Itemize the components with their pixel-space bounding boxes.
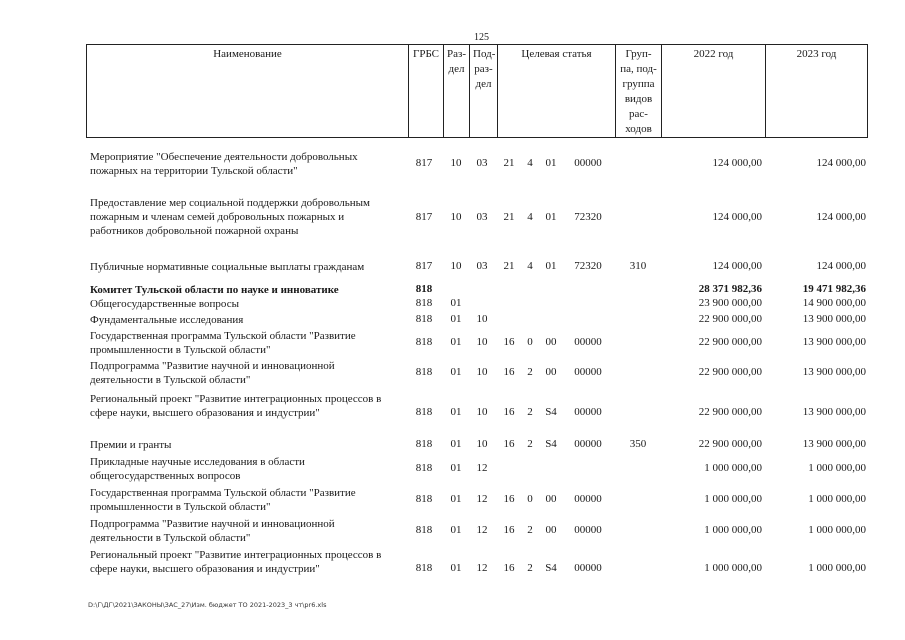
- header-grbs: ГРБС: [409, 45, 444, 137]
- row-grbs: 818: [415, 366, 433, 378]
- row-grbs: 818: [415, 462, 433, 474]
- row-name: Государственная программа Тульской области "Развитие промышленности в Тульской области": [90, 330, 356, 356]
- row-t3: 00: [545, 366, 557, 378]
- row-t1: 16: [503, 438, 515, 450]
- table-row: [86, 313, 868, 327]
- row-t4: 72320: [574, 260, 602, 272]
- row-grbs: 818: [415, 493, 433, 505]
- row-t1: 21: [503, 260, 515, 272]
- row-rz: 01: [450, 313, 462, 325]
- row-pr: 12: [476, 462, 488, 474]
- row-grbs: 818: [415, 438, 433, 450]
- row-t1: 16: [503, 524, 515, 536]
- row-name: Подпрограмма "Развитие научной и инновационной деятельности в Тульской области": [90, 360, 335, 386]
- row-t2: 0: [527, 336, 533, 348]
- row-name: Фундаментальные исследования: [90, 314, 244, 326]
- row-grbs: 818: [415, 297, 433, 309]
- row-2022: 22 900 000,00: [698, 366, 762, 378]
- row-pr: 03: [476, 260, 488, 272]
- row-t3: 00: [545, 336, 557, 348]
- row-rz: 01: [450, 406, 462, 418]
- row-grbs: 818: [415, 283, 433, 295]
- row-2023: 1 000 000,00: [808, 562, 866, 574]
- row-2022: 23 900 000,00: [698, 297, 762, 309]
- row-t2: 2: [527, 562, 533, 574]
- row-grbs: 817: [415, 211, 433, 223]
- row-t3: 00: [545, 493, 557, 505]
- row-pr: 12: [476, 562, 488, 574]
- table-row: [86, 359, 868, 387]
- row-t2: 4: [527, 211, 533, 223]
- row-t1: 16: [503, 366, 515, 378]
- row-t2: 2: [527, 524, 533, 536]
- header-2022: 2022 год: [662, 45, 766, 137]
- table-header: [86, 44, 868, 138]
- row-2022: 22 900 000,00: [698, 336, 762, 348]
- row-2023: 14 900 000,00: [802, 297, 866, 309]
- row-t3: S4: [545, 438, 557, 450]
- row-grbs: 817: [415, 157, 433, 169]
- row-t3: 01: [545, 211, 557, 223]
- row-t2: 2: [527, 406, 533, 418]
- row-grbs: 818: [415, 524, 433, 536]
- row-t4: 00000: [574, 336, 602, 348]
- row-2023: 124 000,00: [816, 157, 866, 169]
- header-razdel: Раз- дел: [444, 45, 470, 137]
- row-t4: 00000: [574, 493, 602, 505]
- row-2023: 13 900 000,00: [802, 406, 866, 418]
- header-name: Наименование: [87, 45, 409, 137]
- row-2023: 13 900 000,00: [802, 336, 866, 348]
- row-t1: 16: [503, 336, 515, 348]
- row-2023: 1 000 000,00: [808, 462, 866, 474]
- row-vr: 310: [629, 260, 647, 272]
- row-grbs: 818: [415, 313, 433, 325]
- row-2023: 13 900 000,00: [802, 366, 866, 378]
- row-name: Премии и гранты: [90, 439, 172, 451]
- row-2022: 22 900 000,00: [698, 438, 762, 450]
- row-pr: 03: [476, 211, 488, 223]
- row-t4: 72320: [574, 211, 602, 223]
- row-t2: 4: [527, 260, 533, 272]
- row-pr: 10: [476, 336, 488, 348]
- row-name: Комитет Тульской области по науке и инноватике: [90, 284, 339, 296]
- row-t1: 21: [503, 157, 515, 169]
- row-t2: 2: [527, 438, 533, 450]
- row-pr: 03: [476, 157, 488, 169]
- row-t2: 2: [527, 366, 533, 378]
- row-t1: 21: [503, 211, 515, 223]
- row-t4: 00000: [574, 524, 602, 536]
- row-rz: 10: [450, 157, 462, 169]
- row-rz: 01: [450, 297, 462, 309]
- row-t4: 00000: [574, 406, 602, 418]
- table-row: [86, 438, 868, 452]
- table-row: [86, 297, 868, 311]
- row-name: Предоставление мер социальной поддержки добровольным пожарным и членам семей добровольных пожарных и работников добровольной пожарной охраны: [90, 197, 370, 237]
- table-row: [86, 548, 868, 590]
- page-number: 125: [474, 32, 489, 43]
- row-grbs: 817: [415, 260, 433, 272]
- row-vr: 350: [629, 438, 647, 450]
- table-row: [86, 283, 868, 297]
- row-grbs: 818: [415, 406, 433, 418]
- row-t1: 16: [503, 406, 515, 418]
- row-rz: 01: [450, 524, 462, 536]
- row-2022: 22 900 000,00: [698, 406, 762, 418]
- row-name: Региональный проект "Развитие интеграционных процессов в сфере науки, высшего образования и индустрии": [90, 393, 382, 419]
- row-2022: 1 000 000,00: [704, 524, 762, 536]
- table-row: [86, 455, 868, 483]
- table-row: [86, 486, 868, 514]
- row-rz: 01: [450, 493, 462, 505]
- row-t2: 4: [527, 157, 533, 169]
- row-t3: 00: [545, 524, 557, 536]
- row-name: Публичные нормативные социальные выплаты гражданам: [90, 261, 365, 273]
- table-row: [86, 150, 868, 178]
- row-2023: 1 000 000,00: [808, 524, 866, 536]
- row-rz: 01: [450, 366, 462, 378]
- row-2022: 124 000,00: [712, 157, 762, 169]
- row-grbs: 818: [415, 336, 433, 348]
- row-2023: 19 471 982,36: [802, 283, 866, 295]
- row-pr: 10: [476, 366, 488, 378]
- table-row: [86, 329, 868, 357]
- row-pr: 10: [476, 313, 488, 325]
- row-t1: 16: [503, 493, 515, 505]
- row-2023: 124 000,00: [816, 260, 866, 272]
- header-group: Груп- па, под- группа видов рас- ходов: [616, 45, 662, 137]
- row-name: Государственная программа Тульской области "Развитие промышленности в Тульской области": [90, 487, 356, 513]
- row-2022: 1 000 000,00: [704, 493, 762, 505]
- row-t2: 0: [527, 493, 533, 505]
- row-t3: S4: [545, 406, 557, 418]
- row-2023: 13 900 000,00: [802, 313, 866, 325]
- row-pr: 10: [476, 406, 488, 418]
- row-t3: 01: [545, 157, 557, 169]
- row-rz: 01: [450, 336, 462, 348]
- table-row: [86, 196, 868, 240]
- row-2022: 1 000 000,00: [704, 462, 762, 474]
- row-rz: 01: [450, 562, 462, 574]
- row-t3: S4: [545, 562, 557, 574]
- row-rz: 10: [450, 260, 462, 272]
- row-name: Подпрограмма "Развитие научной и инновационной деятельности в Тульской области": [90, 518, 335, 544]
- row-rz: 10: [450, 211, 462, 223]
- row-rz: 01: [450, 462, 462, 474]
- row-2022: 1 000 000,00: [704, 562, 762, 574]
- header-2023: 2023 год: [796, 48, 837, 60]
- row-t4: 00000: [574, 438, 602, 450]
- row-2023: 13 900 000,00: [802, 438, 866, 450]
- row-t4: 00000: [574, 157, 602, 169]
- row-t3: 01: [545, 260, 557, 272]
- row-pr: 10: [476, 438, 488, 450]
- row-2022: 124 000,00: [712, 260, 762, 272]
- row-pr: 12: [476, 524, 488, 536]
- row-2022: 22 900 000,00: [698, 313, 762, 325]
- row-t4: 00000: [574, 562, 602, 574]
- row-rz: 01: [450, 438, 462, 450]
- row-2023: 124 000,00: [816, 211, 866, 223]
- row-2023: 1 000 000,00: [808, 493, 866, 505]
- row-name: Общегосударственные вопросы: [90, 298, 239, 310]
- row-name: Прикладные научные исследования в области общегосударственных вопросов: [90, 456, 305, 482]
- row-t4: 00000: [574, 366, 602, 378]
- row-pr: 12: [476, 493, 488, 505]
- row-2022: 124 000,00: [712, 211, 762, 223]
- header-target: Целевая статья: [498, 45, 616, 137]
- row-name: Мероприятие "Обеспечение деятельности добровольных пожарных на территории Тульской области": [90, 151, 358, 177]
- table-row: [86, 260, 868, 274]
- table-row: [86, 517, 868, 545]
- footer-path: D:\Г\ДГ\2021\ЗАКОНЫ\ЗАС_27\Изм. бюджет ТО 2021-2023_3 чт\pr6.xls: [88, 601, 327, 609]
- row-name: Региональный проект "Развитие интеграционных процессов в сфере науки, высшего образования и индустрии": [90, 549, 382, 575]
- table-row: [86, 392, 868, 434]
- row-2022: 28 371 982,36: [698, 283, 762, 295]
- row-t1: 16: [503, 562, 515, 574]
- row-grbs: 818: [415, 562, 433, 574]
- header-podrazdel: Под- раз- дел: [470, 45, 498, 137]
